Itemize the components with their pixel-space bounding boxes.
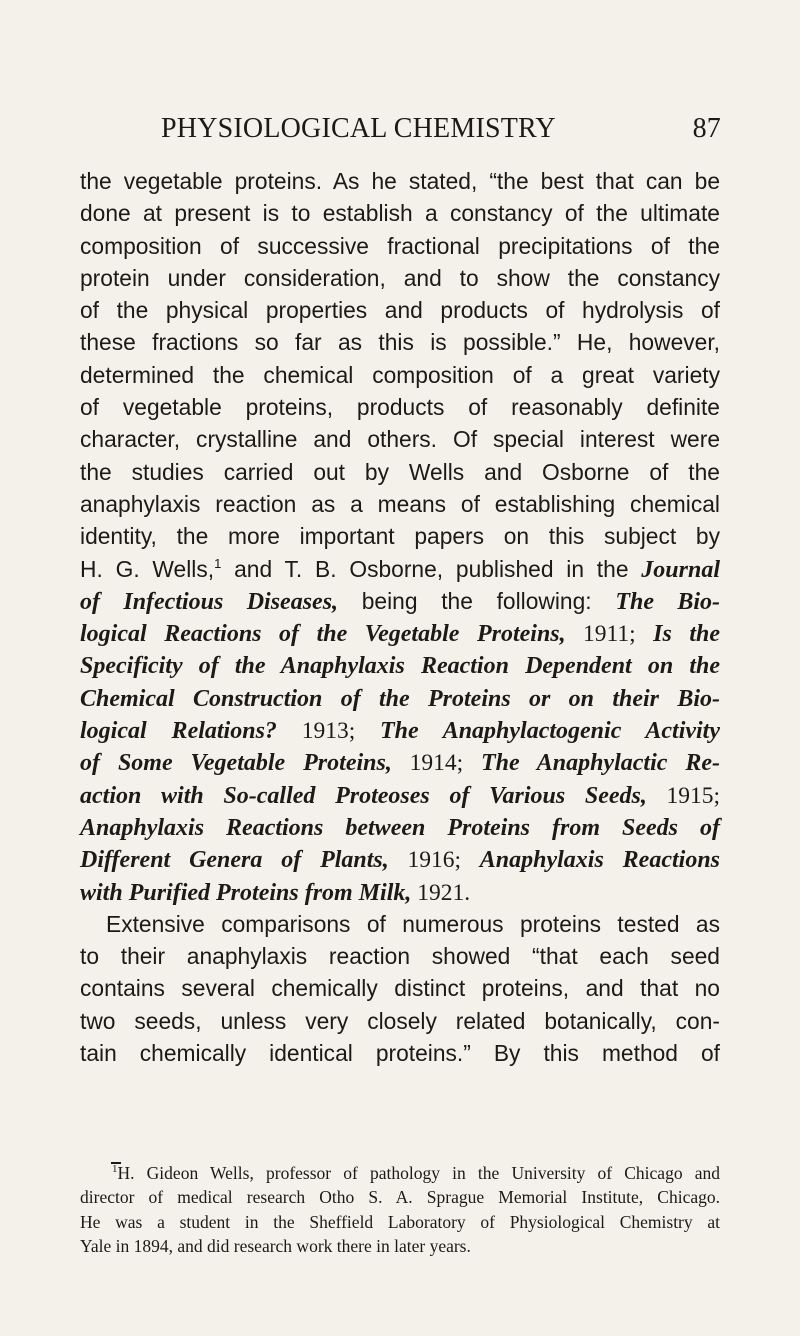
text-line: to their anaphylaxis reaction showed “that each seed <box>80 943 720 970</box>
text-line <box>80 843 720 875</box>
text-line <box>80 714 720 746</box>
paper-title: The Anaphylactic Re- <box>481 750 720 777</box>
running-title: PHYSIOLOGICAL CHEMISTRY <box>161 113 556 144</box>
year: 1913; <box>276 718 381 745</box>
text-line: Extensive comparisons of numerous proteins tested as <box>106 910 720 937</box>
paper-title: of Some Vegetable Proteins, <box>80 750 392 777</box>
paper-title: Chemical Construction of the Proteins or on their Bio- <box>80 685 720 712</box>
paper-title: Anaphylaxis Reactions between Proteins from Seeds of <box>80 814 720 841</box>
footnote-marker: 1 <box>112 1163 118 1175</box>
text-line <box>80 811 720 843</box>
paper-title: Specificity of the Anaphylaxis Reaction Dependent on the <box>80 653 720 680</box>
year: 1916; <box>388 847 480 874</box>
footnote <box>80 1161 720 1258</box>
paper-title: action with So-called Proteoses of Various Seeds, <box>80 782 647 809</box>
text-line: anaphylaxis reaction as a means of establishing chemical <box>80 490 720 517</box>
text-run: being the following: <box>338 587 616 614</box>
text-run: H. G. Wells, <box>80 555 215 582</box>
text-line <box>80 682 720 714</box>
page-number: 87 <box>692 113 721 144</box>
text-line <box>80 553 720 585</box>
main-text <box>80 165 720 1069</box>
text-line: these fractions so far as this is possible.” He, however, <box>80 329 720 356</box>
paper-title: The Anaphylactogenic Activity <box>380 718 721 745</box>
footnote-line: Yale in 1894, and did research work there in later years. <box>80 1235 471 1256</box>
paper-title: logical Relations? <box>80 718 277 745</box>
text-line: composition of successive fractional precipitations of the <box>80 232 720 259</box>
text-line: character, crystalline and others. Of special interest were <box>80 426 720 453</box>
journal-title: Journal <box>641 556 720 583</box>
paper-title: Is the <box>653 621 720 648</box>
paper-title: with Purified Proteins from Milk, <box>80 879 412 906</box>
text-line <box>80 585 720 617</box>
year: 1911; <box>565 621 654 648</box>
text-line: protein under consideration, and to show the constancy <box>80 264 720 291</box>
paper-title: logical Reactions of the Vegetable Proteins, <box>80 621 566 648</box>
text-line <box>80 617 720 649</box>
text-line: contains several chemically distinct proteins, and that no <box>80 975 720 1002</box>
text-line: identity, the more important papers on this subject by <box>80 523 720 550</box>
footnote-line: director of medical research Otho S. A. Sprague Memorial Institute, Chicago. <box>80 1187 720 1208</box>
text-line <box>80 779 720 811</box>
text-line: of vegetable proteins, products of reasonably definite <box>80 394 720 421</box>
text-line <box>80 649 720 681</box>
text-line: tain chemically identical proteins.” By this method of <box>80 1040 720 1067</box>
text-line <box>80 876 720 908</box>
paper-title: Anaphylaxis Reactions <box>479 847 721 874</box>
text-line: the vegetable proteins. As he stated, “the best that can be <box>80 168 720 194</box>
text-line: done at present is to establish a constancy of the ultimate <box>80 200 720 227</box>
text-line: of the physical properties and products of hydrolysis of <box>80 297 720 324</box>
text-run: H. Gideon Wells, professor of pathology in the University of Chicago and <box>117 1163 720 1183</box>
paper-title: The Bio- <box>615 588 721 615</box>
footnote-line: He was a student in the Sheffield Laboratory of Physiological Chemistry at <box>80 1211 720 1232</box>
text-line <box>80 746 720 778</box>
text-line: determined the chemical composition of a great variety <box>80 361 720 388</box>
year: 1914; <box>391 750 482 777</box>
footnote-ref: 1 <box>214 555 222 571</box>
paper-title: Different Genera of Plants, <box>80 847 389 874</box>
year: 1921. <box>411 879 471 906</box>
year: 1915; <box>646 782 721 809</box>
text-run: and T. B. Osborne, published in the <box>221 555 642 582</box>
journal-title: of Infectious Diseases, <box>80 588 339 615</box>
text-line: two seeds, unless very closely related botanically, con- <box>80 1007 720 1034</box>
text-line: the studies carried out by Wells and Osborne of the <box>80 458 720 485</box>
footnote-line <box>80 1161 720 1185</box>
